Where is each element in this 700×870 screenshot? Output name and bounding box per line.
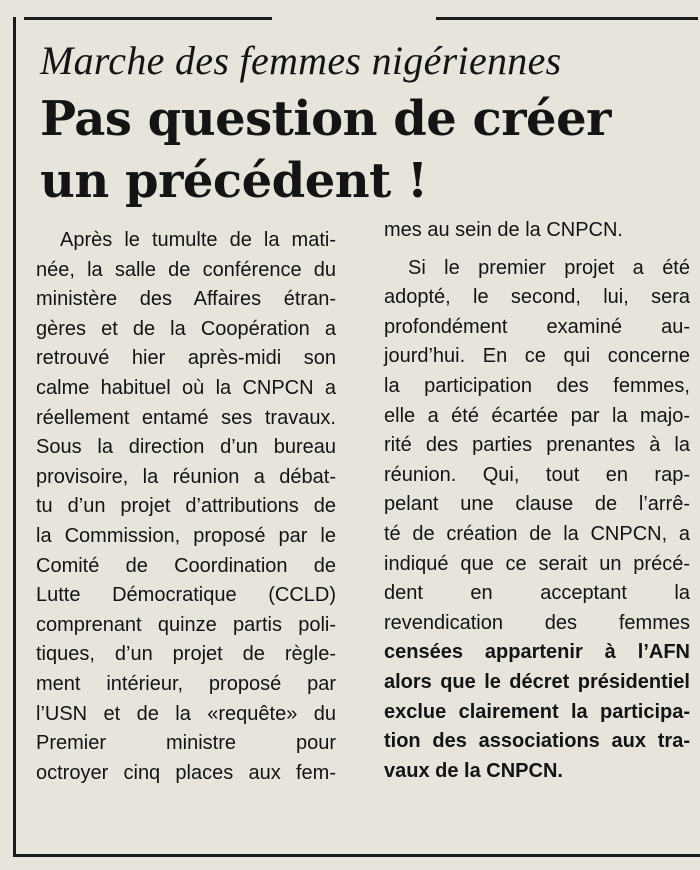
text-line: gères et de la Coopération a [36,317,336,340]
box-border-bottom [13,854,700,857]
text-line: mes au sein de la CNPCN. [384,219,623,241]
top-rule-left [24,17,272,20]
text-line: exclue clairement la participa- [384,700,690,723]
text-line: tiques, d’un projet de règle- [36,643,336,666]
paragraph-gap [384,246,690,254]
text-line: la Commission, proposé par le [36,524,336,547]
text-line: Sous la direction d’un bureau [36,436,336,459]
text-line: adopté, le second, lui, sera [384,286,690,309]
text-line: tion des associations aux tra- [384,730,690,753]
article-column-left [36,226,336,788]
text-line: Lutte Démocratique (CCLD) [36,584,336,607]
text-line: Si le premier projet a été [408,256,690,279]
headline-line: Pas question de créer [40,91,611,147]
text-line: censées appartenir à l’AFN [384,641,690,664]
text-line: retrouvé hier après-midi son [36,347,336,370]
text-line: ministère des Affaires étran- [36,288,336,311]
text-line: pelant une clause de l’arrê- [384,493,690,516]
text-line: Premier ministre pour [36,732,336,755]
text-line: comprenant quinze partis poli- [36,613,336,636]
text-line: elle a été écartée par la majo- [384,404,690,427]
text-line: alors que le décret présidentiel [384,670,690,693]
box-border-left [13,17,16,857]
text-line: Comité de Coordination de [36,554,336,577]
text-line: provisoire, la réunion a débat- [36,465,336,488]
text-line: té de création de la CNPCN, a [384,522,690,545]
text-line: réunion. Qui, tout en rap- [384,463,690,486]
text-line: Après le tumulte de la mati- [60,229,336,251]
text-line: la participation des femmes, [384,374,690,397]
text-line: née, la salle de conférence du [36,258,336,281]
text-line: tu d’un projet d’attributions de [36,495,336,518]
headline-line: un précédent ! [40,153,428,209]
text-line: l’USN et de la «requête» du [36,702,336,725]
article-column-right [384,216,690,786]
text-line: ment intérieur, proposé par [36,672,336,695]
text-line: jourd’hui. En ce qui concerne [384,345,690,368]
text-line: indiqué que ce serait un précé- [384,552,690,575]
text-line: profondément examiné au- [384,315,690,338]
text-line: réellement entamé ses travaux. [36,406,336,429]
text-line: calme habituel où la CNPCN a [36,376,336,399]
text-line: revendication des femmes [384,611,690,634]
text-line: vaux de la CNPCN. [384,759,563,782]
text-line: rité des parties prenantes à la [384,434,690,457]
article-headline [40,88,690,212]
top-rule-right [436,17,698,20]
article-kicker: Marche des femmes nigériennes [40,38,562,83]
text-line: dent en acceptant la [384,582,690,605]
text-line: octroyer cinq places aux fem- [36,761,336,784]
